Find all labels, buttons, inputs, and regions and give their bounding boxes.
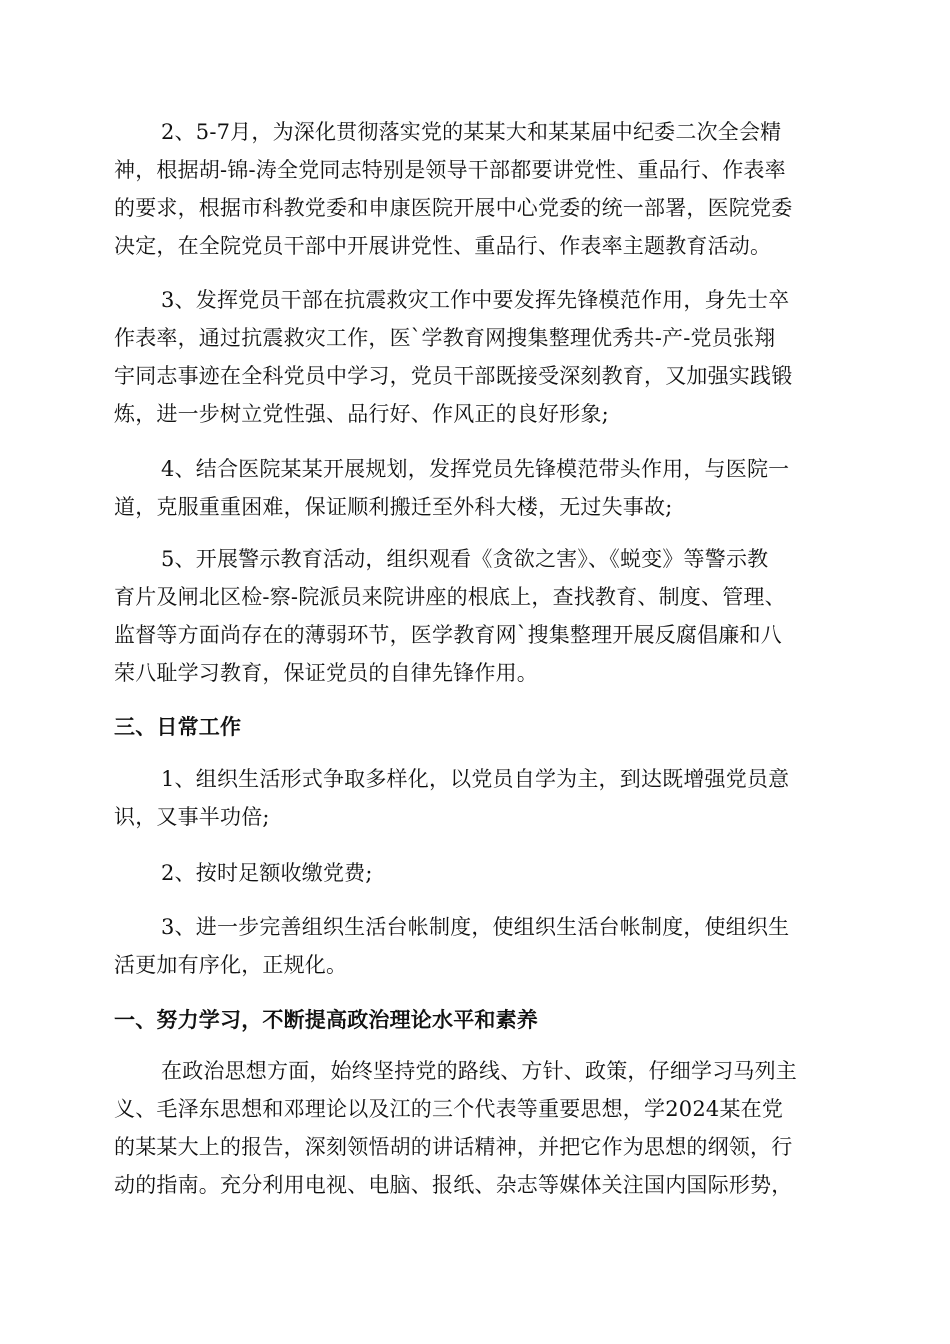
text-line: 5、开展警示教育活动，组织观看《贪欲之害》、《蜕变》等警示教 [161,547,769,571]
text-line: 2、5-7月，为深化贯彻落实党的某某大和某某届中纪委二次全会精 [161,120,782,144]
text-line: 道，克服重重困难，保证顺利搬迁至外科大楼，无过失事故; [114,495,673,519]
text-line: 作表率，通过抗震救灾工作，医`学教育网搜集整理优秀共-产-党员张翔 [114,326,776,350]
section-heading: 三、日常工作 [114,715,242,739]
paragraph-daily-1 [114,760,834,836]
text-line: 育片及闸北区检-察-院派员来院讲座的根底上，查找教育、制度、管理、 [114,585,786,609]
text-line: 的要求，根据市科教党委和申康医院开展中心党委的统一部署，医院党委 [114,196,793,220]
text-line: 识，又事半功倍; [114,805,270,829]
text-line: 动的指南。充分利用电视、电脑、报纸、杂志等媒体关注国内国际形势， [114,1173,793,1197]
paragraph-item-3 [114,281,834,433]
text-line: 神，根据胡-锦-涛全党同志特别是领导干部都要讲党性、重品行、作表率 [114,158,786,182]
paragraph-political-thought [114,1052,834,1204]
text-line: 3、进一步完善组织生活台帐制度，使组织生活台帐制度，使组织生 [161,915,790,939]
text-line: 义、毛泽东思想和邓理论以及江的三个代表等重要思想，学2024某在党 [114,1097,784,1121]
paragraph-item-2 [114,113,834,265]
text-line: 4、结合医院某某开展规划，发挥党员先锋模范带头作用，与医院一 [161,457,790,481]
section-heading-daily-work [114,708,834,746]
text-line: 在政治思想方面，始终坚持党的路线、方针、政策，仔细学习马列主 [161,1059,797,1083]
text-line: 3、发挥党员干部在抗震救灾工作中要发挥先锋模范作用，身先士卒 [161,288,790,312]
section-heading-study [114,1001,834,1039]
paragraph-item-4 [114,450,834,526]
text-line: 荣八耻学习教育，保证党员的自律先锋作用。 [114,661,538,685]
text-line: 决定，在全院党员干部中开展讲党性、重品行、作表率主题教育活动。 [114,234,772,258]
section-heading: 一、努力学习，不断提高政治理论水平和素养 [114,1008,538,1032]
text-line: 监督等方面尚存在的薄弱环节，医学教育网`搜集整理开展反腐倡廉和八 [114,623,782,647]
text-line: 2、按时足额收缴党费; [161,861,373,885]
paragraph-daily-3 [114,908,834,984]
text-line: 1、组织生活形式争取多样化，以党员自学为主，到达既增强党员意 [161,767,790,791]
text-line: 的某某大上的报告，深刻领悟胡的讲话精神，并把它作为思想的纲领，行 [114,1135,793,1159]
text-line: 活更加有序化，正规化。 [114,953,348,977]
text-line: 宇同志事迹在全科党员中学习，党员干部既接受深刻教育，又加强实践锻 [114,364,793,388]
text-line: 炼，进一步树立党性强、品行好、作风正的良好形象; [114,402,609,426]
paragraph-daily-2 [114,854,834,892]
paragraph-item-5 [114,540,834,692]
